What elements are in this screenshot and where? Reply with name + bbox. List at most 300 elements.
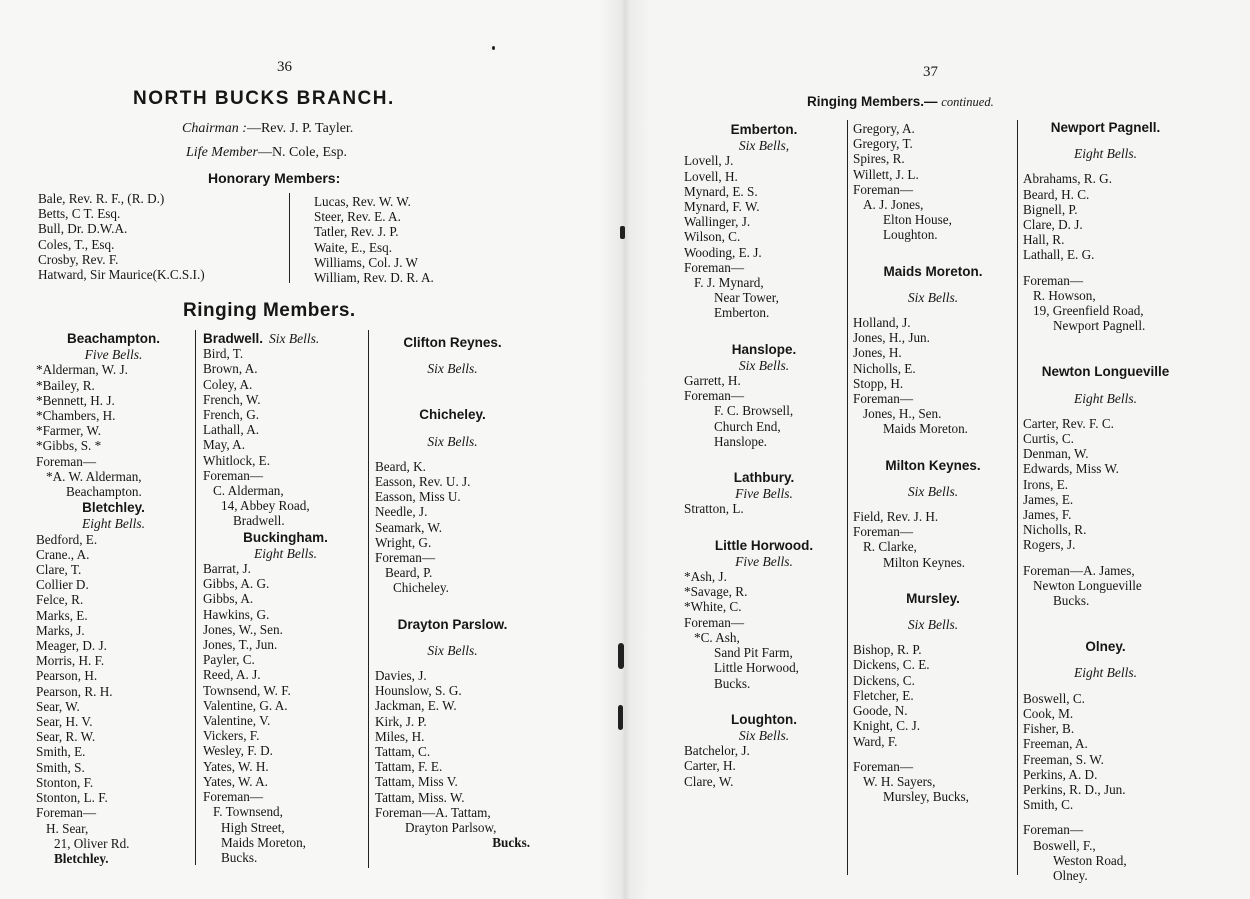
member-entry: F. C. Browsell, — [714, 403, 794, 419]
member-entry: *White, C. — [684, 599, 742, 615]
bell-count: Six Bells. — [427, 361, 478, 377]
member-entry: *Alderman, W. J. — [36, 362, 128, 378]
member-entry: Marks, J. — [36, 622, 85, 638]
member-entry: Wesley, F. D. — [203, 743, 273, 759]
tower-heading: Beachampton. — [66, 331, 161, 346]
tower-heading: Newton Longueville — [1041, 364, 1170, 380]
member-entry: James, F. — [1023, 507, 1072, 523]
member-entry: Rogers, J. — [1023, 537, 1076, 553]
member-entry: Maids Moreton, — [221, 834, 306, 850]
spacer — [1023, 812, 1188, 822]
member-entry: F. Townsend, — [213, 804, 283, 820]
spacer — [1023, 136, 1188, 146]
member-entry: Dickens, C. — [853, 672, 915, 688]
tower-heading: Bletchley. — [82, 500, 145, 516]
right-column-1 — [684, 121, 844, 789]
tower-heading: Clifton Reynes. — [403, 335, 502, 350]
member-entry: Willett, J. L. — [853, 166, 919, 182]
member-entry: Lovell, J. — [684, 153, 734, 169]
member-entry: Denman, W. — [1023, 446, 1089, 462]
member-entry: Fletcher, E. — [853, 687, 914, 703]
member-entry: Brown, A. — [203, 361, 258, 377]
member-entry: H. Sear, — [46, 820, 89, 836]
member-entry: Jackman, E. W. — [375, 698, 457, 714]
member-entry: R. Clarke, — [863, 539, 917, 555]
chairman-label: Chairman : — [182, 121, 247, 136]
bell-count: Six Bells. — [427, 642, 478, 658]
member-entry: Bucks. — [221, 849, 258, 865]
member-entry: Boswell, F., — [1033, 837, 1096, 853]
member-entry: Needle, J. — [375, 504, 428, 520]
member-entry: Payler, C. — [203, 652, 255, 668]
spacer — [375, 351, 530, 361]
member-entry: Morris, H. F. — [36, 653, 105, 669]
bell-count: Five Bells. — [84, 347, 143, 363]
life-member-value: —N. Cole, Esp. — [257, 145, 347, 160]
tower-heading: Buckingham. — [243, 529, 328, 545]
member-entry: Bletchley. — [54, 850, 109, 866]
bell-count: Eight Bells. — [82, 516, 145, 532]
member-entry: 14, Abbey Road, — [221, 498, 310, 514]
member-entry: Mynard, E. S. — [684, 183, 758, 199]
spacer — [853, 474, 1013, 484]
member-entry: Perkins, A. D. — [1023, 766, 1098, 782]
life-member-label: Life Member — [186, 145, 258, 160]
member-entry: Jones, H., Sen. — [863, 406, 942, 422]
bell-count: Six Bells. — [738, 727, 790, 743]
spacer — [375, 633, 530, 643]
member-entry: Mursley, Bucks, — [883, 789, 969, 805]
right-page — [622, 0, 1250, 899]
member-entry: Valentine, G. A. — [203, 697, 288, 713]
spacer — [1023, 406, 1188, 416]
member-entry: Bignell, P. — [1023, 201, 1078, 217]
member-entry: Carter, H. — [684, 758, 736, 774]
member-entry: Weston Road, — [1053, 852, 1127, 868]
spacer — [1023, 353, 1188, 363]
spacer — [375, 658, 530, 668]
member-entry: Hawkins, G. — [203, 606, 270, 622]
member-entry: Felce, R. — [36, 592, 84, 608]
spacer — [1023, 333, 1188, 343]
member-entry: Foreman— — [1023, 822, 1084, 838]
honorary-member: Williams, Col. J. W — [314, 254, 418, 270]
member-entry: Carter, Rev. F. C. — [1023, 415, 1114, 431]
member-entry: Lovell, H. — [684, 168, 738, 184]
member-entry: Easson, Rev. U. J. — [375, 474, 471, 490]
member-entry: Perkins, R. D., Jun. — [1023, 781, 1126, 797]
bell-count: Six Bells. — [907, 289, 959, 305]
member-entry: Vickers, F. — [203, 728, 260, 744]
member-entry: Tattam, C. — [375, 744, 431, 760]
bell-count: Eight Bells. — [1074, 665, 1137, 681]
member-entry: Drayton Parlsow, — [405, 820, 497, 836]
member-entry: Townsend, W. F. — [203, 682, 291, 698]
tower-heading: Little Horwood. — [714, 537, 814, 553]
tower-heading: Olney. — [1085, 639, 1126, 655]
member-entry: Pearson, H. — [36, 668, 98, 684]
member-entry: Stonton, F. — [36, 774, 94, 790]
member-entry: Ward, F. — [853, 733, 898, 749]
left-column-1 — [36, 330, 191, 866]
member-entry: 19, Greenfield Road, — [1033, 303, 1144, 319]
spacer — [1023, 655, 1188, 665]
member-entry: Sear, R. W. — [36, 729, 96, 745]
bell-count: Six Bells. — [907, 483, 959, 499]
member-entry: Wallinger, J. — [684, 214, 751, 230]
member-entry: Foreman—A. James, — [1023, 562, 1135, 578]
spacer — [1023, 681, 1188, 691]
honorary-member: Lucas, Rev. W. W. — [314, 194, 411, 209]
member-entry: Stopp, H. — [853, 375, 904, 391]
member-entry: Tattam, Miss. W. — [375, 789, 465, 805]
member-entry: Sand Pit Farm, — [714, 645, 793, 661]
member-entry: *Gibbs, S. * — [36, 438, 102, 454]
spacer — [853, 570, 1013, 580]
member-entry: Hall, R. — [1023, 232, 1065, 248]
spacer — [1023, 553, 1188, 563]
member-entry: Foreman— — [1023, 272, 1084, 288]
member-entry: Cook, M. — [1023, 705, 1074, 721]
member-entry: *C. Ash, — [694, 629, 740, 645]
member-entry: Kirk, J. P. — [375, 713, 427, 729]
member-entry: Lathall, A. — [203, 422, 260, 438]
life-member-line — [186, 145, 347, 161]
tower-heading: Chicheley. — [419, 407, 486, 423]
spacer — [853, 305, 1013, 315]
spacer — [853, 280, 1013, 290]
member-entry: Stonton, L. F. — [36, 790, 108, 806]
bell-count: Eight Bells. — [1074, 390, 1137, 406]
honorary-member: Steer, Rev. E. A. — [314, 209, 401, 225]
spacer — [375, 386, 530, 396]
member-entry: Foreman— — [203, 467, 264, 483]
honorary-member: Tatler, Rev. J. P. — [314, 224, 399, 240]
member-entry: Dickens, C. E. — [853, 657, 930, 673]
spacer — [853, 253, 1013, 263]
member-entry: May, A. — [203, 437, 246, 453]
member-entry: Beard, P. — [385, 565, 433, 581]
member-entry: *Chambers, H. — [36, 408, 116, 424]
member-entry: Bedford, E. — [36, 531, 98, 547]
spacer — [1023, 343, 1188, 353]
member-entry: Edwards, Miss W. — [1023, 461, 1119, 477]
member-entry: Valentine, V. — [203, 713, 271, 729]
member-entry: Beard, K. — [375, 458, 426, 474]
member-entry: Foreman— — [853, 181, 914, 197]
ringing-members-title: Ringing Members. — [183, 300, 356, 321]
honorary-list-right — [314, 194, 434, 285]
bell-count: Six Bells. — [738, 357, 790, 373]
member-entry: Maids Moreton. — [883, 421, 968, 437]
column-divider — [195, 330, 196, 865]
spacer — [684, 449, 844, 459]
member-entry: Emberton. — [714, 305, 770, 321]
bell-count: Eight Bells. — [254, 545, 317, 561]
member-entry: Smith, S. — [36, 759, 85, 775]
right-column-3 — [1023, 119, 1188, 883]
member-entry: *Ash, J. — [684, 569, 727, 585]
member-entry: French, W. — [203, 391, 261, 407]
honorary-member: Waite, E., Esq. — [314, 239, 393, 255]
left-page — [0, 0, 622, 899]
spacer — [684, 459, 844, 469]
spacer — [684, 331, 844, 341]
tower-heading: Hanslope. — [731, 341, 797, 357]
member-entry: Coley, A. — [203, 376, 253, 392]
member-entry: *Savage, R. — [684, 584, 748, 600]
spacer — [1023, 161, 1188, 171]
member-entry: Loughton. — [883, 227, 938, 243]
member-entry: Goode, N. — [853, 703, 908, 719]
member-entry: *Bennett, H. J. — [36, 392, 115, 408]
spacer — [853, 580, 1013, 590]
book-gutter — [600, 0, 650, 899]
honorary-member: Bale, Rev. R. F., (R. D.) — [38, 191, 165, 206]
spacer — [684, 517, 844, 527]
member-entry: Church End, — [714, 418, 781, 434]
member-entry: Foreman— — [684, 259, 745, 275]
spacer — [853, 632, 1013, 642]
member-entry: Meager, D. J. — [36, 638, 107, 654]
tower-heading: Milton Keynes. — [885, 457, 981, 473]
bell-count: Six Bells. — [269, 331, 320, 346]
spacer — [853, 447, 1013, 457]
member-entry: Knight, C. J. — [853, 718, 921, 734]
bell-count: Five Bells. — [735, 486, 793, 502]
member-entry: Foreman— — [853, 524, 914, 540]
member-entry: Nicholls, R. — [1023, 522, 1087, 538]
member-entry: Collier D. — [36, 577, 89, 593]
member-entry: *Farmer, W. — [36, 423, 102, 439]
honorary-member: Hatward, Sir Maurice(K.C.S.I.) — [38, 267, 205, 283]
spacer — [375, 376, 530, 386]
member-entry: Foreman— — [375, 550, 436, 566]
member-entry: High Street, — [221, 819, 285, 835]
spacer — [1023, 628, 1188, 638]
member-entry: Foreman— — [36, 453, 97, 469]
member-entry: Bucks. — [492, 835, 530, 851]
member-entry: Sear, H. V. — [36, 714, 93, 730]
tower-name: Bradwell. — [203, 331, 264, 346]
member-entry: Clare, T. — [36, 562, 82, 578]
member-entry: Pearson, R. H. — [36, 683, 113, 699]
spacer — [375, 449, 530, 459]
member-entry: Foreman— — [684, 388, 745, 404]
spacer — [684, 691, 844, 701]
member-entry: Freeman, S. W. — [1023, 751, 1104, 767]
bell-count: Six Bells. — [427, 433, 478, 449]
spacer — [853, 437, 1013, 447]
bell-count: Six Bells. — [907, 617, 959, 633]
member-entry: Boswell, C. — [1023, 690, 1085, 706]
member-entry: Bishop, R. P. — [853, 642, 922, 658]
member-entry: Reed, A. J. — [203, 667, 261, 683]
member-entry: Bucks. — [714, 675, 751, 691]
member-entry: Beachampton. — [66, 484, 142, 500]
member-entry: Beard, H. C. — [1023, 186, 1090, 202]
honorary-member: William, Rev. D. R. A. — [314, 270, 434, 286]
member-entry: Sear, W. — [36, 698, 80, 714]
member-entry: Jones, W., Sen. — [203, 621, 283, 637]
member-entry: Newport Pagnell. — [1053, 318, 1146, 334]
member-entry: Easson, Miss U. — [375, 489, 461, 505]
member-entry: Hounslow, S. G. — [375, 683, 462, 699]
tower-heading: Mursley. — [906, 590, 960, 606]
member-entry: Bradwell. — [233, 513, 285, 529]
spacer — [853, 607, 1013, 617]
member-entry: Abrahams, R. G. — [1023, 171, 1113, 187]
page-number: 37 — [923, 64, 938, 80]
column-divider — [368, 330, 369, 868]
member-entry: W. H. Sayers, — [863, 773, 936, 789]
member-entry: Bucks. — [1053, 593, 1090, 609]
member-entry: Gregory, A. — [853, 121, 915, 136]
member-entry: Foreman— — [203, 789, 264, 805]
member-entry: Lathall, E. G. — [1023, 247, 1095, 263]
member-entry: Smith, E. — [36, 744, 86, 760]
honorary-members-title: Honorary Members: — [208, 170, 341, 186]
member-entry: Wright, G. — [375, 534, 432, 550]
honorary-member: Crosby, Rev. F. — [38, 251, 119, 267]
member-entry: Near Tower, — [714, 290, 779, 306]
member-entry: Chicheley. — [393, 580, 449, 596]
honorary-member: Bull, Dr. D.W.A. — [38, 221, 128, 237]
spacer — [853, 499, 1013, 509]
page-number: 36 — [277, 59, 292, 75]
spacer — [375, 424, 530, 434]
member-entry: Wooding, E. J. — [684, 244, 762, 260]
tower-heading: Maids Moreton. — [883, 263, 983, 279]
chairman-value: —Rev. J. P. Tayler. — [246, 121, 354, 136]
tower-heading — [203, 331, 368, 346]
honorary-divider — [289, 193, 290, 283]
spacer — [375, 396, 530, 406]
spacer — [1023, 618, 1188, 628]
ink-speck — [492, 46, 495, 50]
spacer — [375, 606, 530, 616]
member-entry: Olney. — [1053, 867, 1088, 883]
member-entry: Wilson, C. — [684, 229, 741, 245]
member-entry: Elton House, — [883, 212, 952, 228]
member-entry: Clare, W. — [684, 773, 734, 789]
member-entry: Milton Keynes. — [883, 554, 966, 570]
honorary-member: Coles, T., Esq. — [38, 236, 115, 252]
spacer — [684, 701, 844, 711]
member-entry: Tattam, F. E. — [375, 759, 443, 775]
left-column-2 — [203, 331, 368, 865]
member-entry: Gregory, T. — [853, 136, 913, 152]
member-entry: Seamark, W. — [375, 519, 443, 535]
member-entry: Clare, D. J. — [1023, 217, 1083, 233]
member-entry: Yates, W. H. — [203, 758, 269, 774]
member-entry: Miles, H. — [375, 728, 425, 744]
right-column-2 — [853, 121, 1013, 804]
member-entry: 21, Oliver Rd. — [54, 835, 130, 851]
member-entry: Batchelor, J. — [684, 743, 750, 759]
member-entry: Field, Rev. J. H. — [853, 509, 939, 525]
member-entry: Foreman— — [853, 758, 914, 774]
column-divider — [847, 120, 848, 875]
member-entry: Spires, R. — [853, 151, 905, 167]
honorary-list-left — [38, 191, 205, 282]
bell-count: Six Bells, — [738, 138, 790, 154]
spacer — [1023, 608, 1188, 618]
member-entry: James, E. — [1023, 491, 1074, 507]
spacer — [684, 321, 844, 331]
member-entry: Barrat, J. — [203, 561, 251, 577]
member-entry: Little Horwood, — [714, 660, 799, 676]
member-entry: Foreman— — [36, 805, 97, 821]
member-entry: Davies, J. — [375, 668, 427, 684]
member-entry: C. Alderman, — [213, 483, 284, 499]
member-entry: Foreman—A. Tattam, — [375, 804, 491, 820]
member-entry: Tattam, Miss V. — [375, 774, 458, 790]
member-entry: Jones, H., Jun. — [853, 330, 930, 346]
member-entry: Curtis, C. — [1023, 431, 1074, 447]
tower-heading: Lathbury. — [733, 470, 795, 486]
member-entry: Mynard, F. W. — [684, 199, 760, 215]
member-entry: Whitlock, E. — [203, 452, 271, 468]
member-entry: *Bailey, R. — [36, 377, 95, 393]
chairman-line — [182, 121, 353, 137]
member-entry: F. J. Mynard, — [694, 275, 764, 291]
member-entry: Fisher, B. — [1023, 721, 1075, 737]
member-entry: Irons, E. — [1023, 476, 1069, 492]
spacer — [853, 749, 1013, 759]
spacer — [375, 596, 530, 606]
member-entry: Smith, C. — [1023, 797, 1074, 813]
member-entry: Garrett, H. — [684, 373, 741, 389]
spacer — [1023, 263, 1188, 273]
member-entry: Newton Longueville — [1033, 577, 1142, 593]
member-entry: Yates, W. A. — [203, 773, 268, 789]
member-entry: Stratton, L. — [684, 501, 744, 517]
member-entry: A. J. Jones, — [863, 197, 924, 213]
tower-heading: Loughton. — [731, 711, 797, 727]
member-entry: Foreman— — [684, 614, 745, 630]
member-entry: Jones, H. — [853, 345, 902, 361]
heading-text: Ringing Members.— — [807, 94, 938, 109]
member-entry: French, G. — [203, 407, 260, 423]
member-entry: Gibbs, A. G. — [203, 576, 270, 592]
member-entry: Crane., A. — [36, 546, 90, 562]
member-entry: Nicholls, E. — [853, 360, 916, 376]
member-entry: Gibbs, A. — [203, 591, 254, 607]
spacer — [1023, 381, 1188, 391]
spacer — [684, 527, 844, 537]
member-entry: R. Howson, — [1033, 287, 1096, 303]
left-column-3 — [375, 334, 530, 850]
member-entry: Marks, E. — [36, 607, 88, 623]
spacer — [853, 243, 1013, 253]
honorary-member: Betts, C T. Esq. — [38, 206, 121, 222]
bell-count: Five Bells. — [735, 553, 793, 569]
tower-heading: Emberton. — [730, 122, 798, 137]
member-entry: *A. W. Alderman, — [46, 468, 142, 484]
member-entry: Bird, T. — [203, 346, 244, 362]
column-divider — [1017, 120, 1018, 875]
member-entry: Foreman— — [853, 391, 914, 407]
branch-title: NORTH BUCKS BRANCH. — [133, 88, 395, 109]
member-entry: Jones, T., Jun. — [203, 637, 278, 653]
heading-suffix: continued. — [941, 95, 994, 109]
member-entry: Hanslope. — [714, 433, 768, 449]
ringing-members-continued-heading — [807, 94, 994, 110]
tower-heading: Newport Pagnell. — [1050, 120, 1161, 135]
tower-heading: Drayton Parslow. — [397, 616, 508, 632]
member-entry: Freeman, A. — [1023, 736, 1088, 752]
